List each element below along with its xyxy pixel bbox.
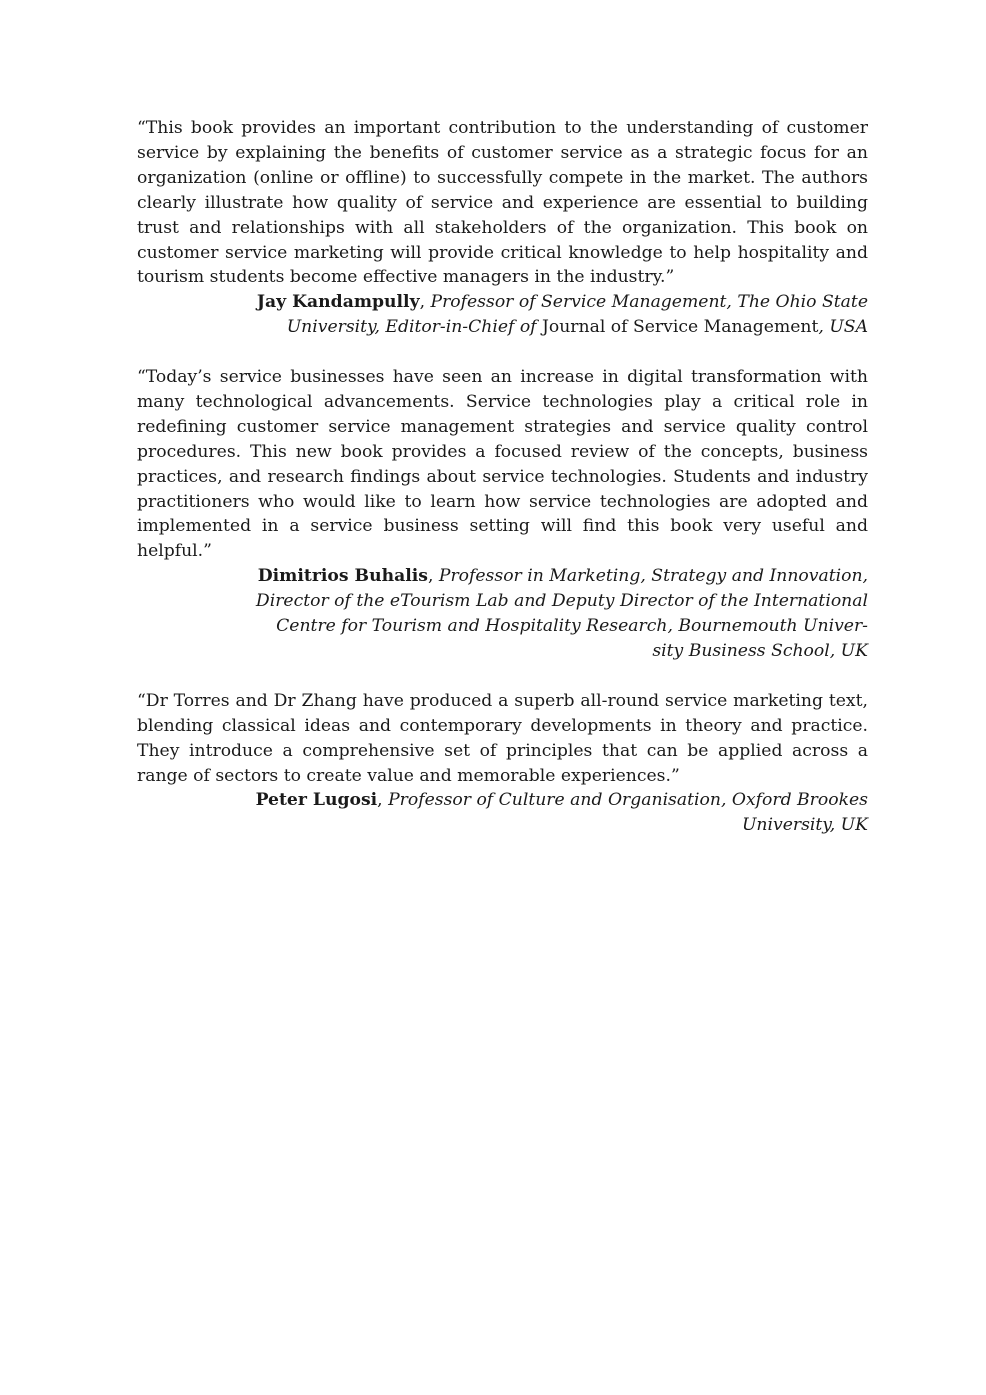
endorser-country: , USA [818,317,868,338]
endorser-name: Dimitrios Buhalis [257,566,428,587]
endorsement-quote: “This book provides an important contribution to the understanding of customer service by explaining the benefits of customer service as a strategic focus for an organization (online or offline) to successfully compete in the market. The authors clearly illustrate how quality of service and experience are essential to building trust and relationships with all stakeholders of the organization. This book on customer service marketing will provide critical knowledge to help hospitality and tourism students become effective managers in the industry.” [137,118,868,288]
endorser-title-line-2: University, UK [741,815,868,836]
endorsement-quote: “Today’s service businesses have seen an increase in digital transformation with many technological advancements. Service technologies play a critical role in redefining customer service management strategies and service quality control procedures. This new book provides a focused review of the concepts, business practices, and research findings about service technologies. Students and industry practitioners who would like to learn how service technologies are adopted and implemented in a service business setting will find this book very useful and helpful.” [137,367,868,562]
endorsement-2 [137,365,868,664]
endorser-title: Professor of Service Management, The Ohio State University, Editor-in-Chief of [286,292,868,338]
name-separator: , [419,292,431,313]
journal-name: Journal of Service Management [542,317,819,338]
endorser-title-line-4: sity Business School, UK [652,641,868,662]
endorser-title-line-3: Centre for Tourism and Hospitality Research, Bournemouth Univer- [276,616,868,637]
endorser-name: Jay Kandampully [256,292,420,313]
endorser-title-line-1: Professor in Marketing, Strategy and Innovation, [438,566,868,587]
endorsement-attribution [137,564,868,664]
endorsement-attribution [137,290,868,340]
endorsement-1 [137,116,868,340]
endorsement-3 [137,689,868,838]
endorsement-attribution [137,788,868,838]
endorser-name: Peter Lugosi [255,790,378,811]
endorser-title-line-1: Professor of Culture and Organisation, Oxford Brookes [388,790,868,811]
endorsements-page [137,116,868,863]
endorser-title-line-2: Director of the eTourism Lab and Deputy Director of the International [255,591,868,612]
name-separator: , [427,566,439,587]
endorsement-quote: “Dr Torres and Dr Zhang have produced a superb all-round service marketing text, blending classical ideas and contemporary developments in theory and practice. They introduce a comprehensive set of principles that can be applied across a range of sectors to create value and memorable experiences.” [137,690,868,786]
name-separator: , [377,790,389,811]
